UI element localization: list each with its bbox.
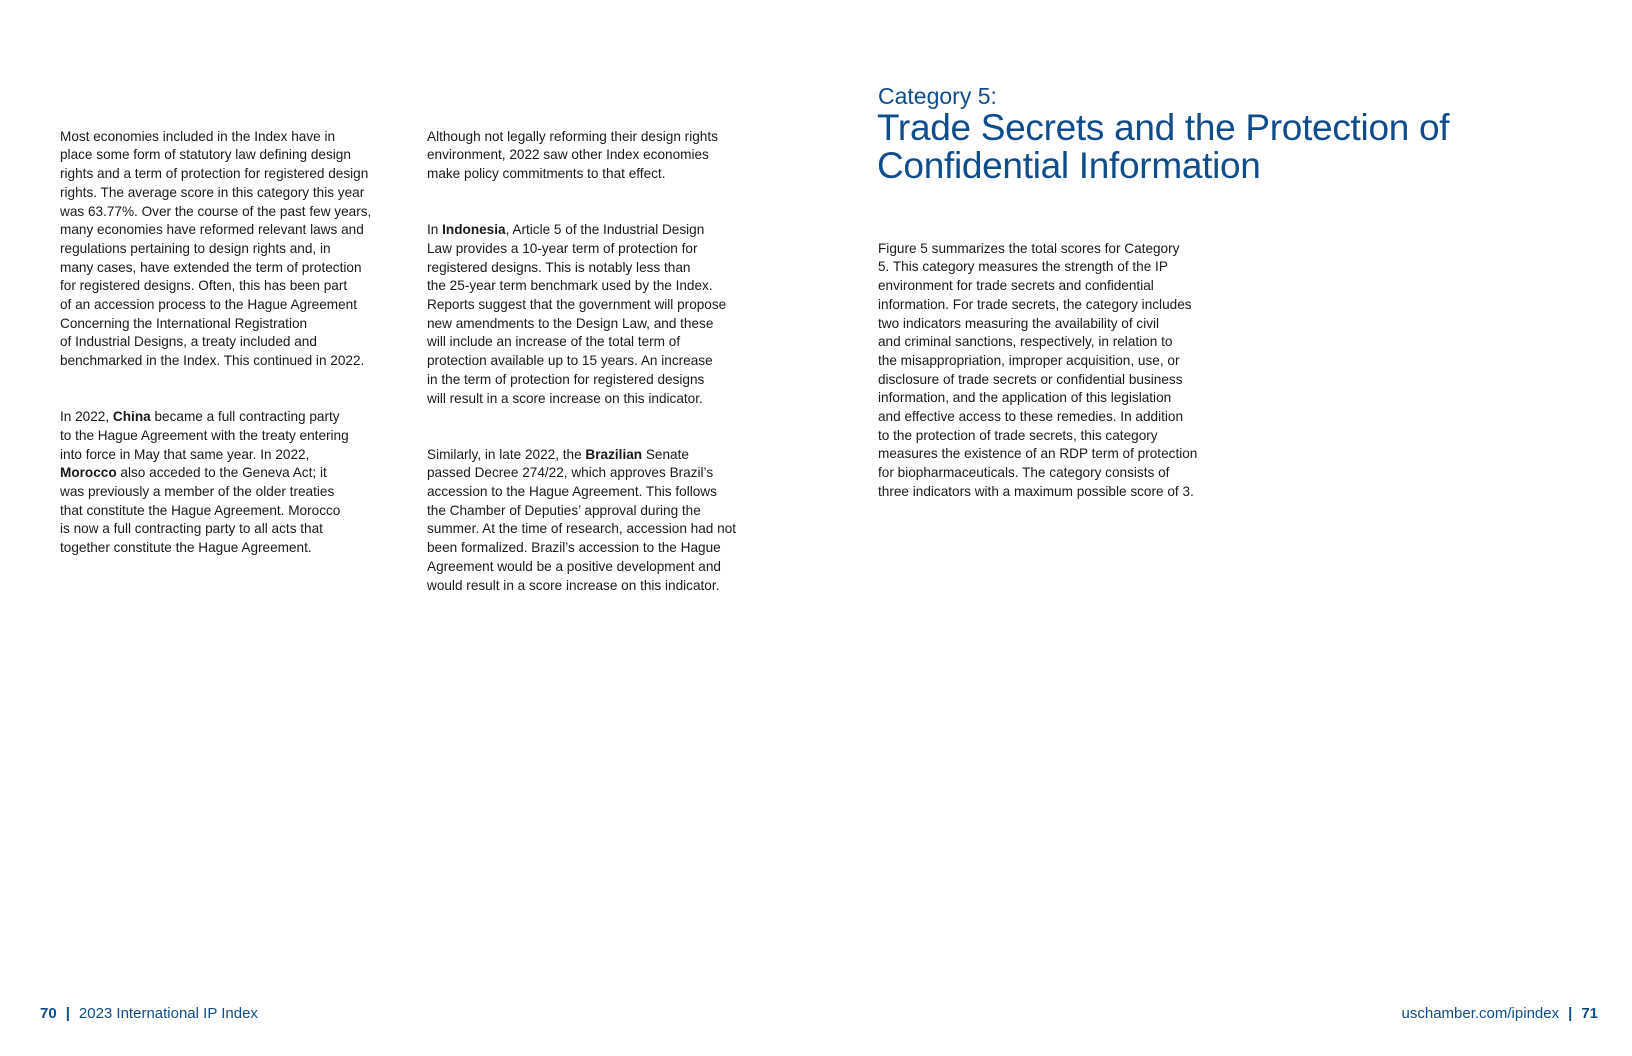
country-morocco: Morocco <box>60 465 117 481</box>
footer-left <box>40 1004 258 1024</box>
website-link[interactable]: uschamber.com/ipindex <box>1401 1005 1560 1022</box>
right-column <box>878 221 1228 539</box>
left-paragraph-2 <box>60 408 400 558</box>
middle-paragraph-3 <box>427 446 767 596</box>
publication-title: 2023 International IP Index <box>78 1005 258 1022</box>
country-brazil: Brazilian <box>585 446 643 462</box>
footer-separator: | <box>65 1005 70 1022</box>
category-label: Category 5: <box>878 83 997 109</box>
text-run: became a full contracting party to the Hague Agreement with the treaty entering into force in May that same year. In 2022, <box>60 409 349 462</box>
category-title: Trade Secrets and the Protection of Confidential Information <box>877 107 1450 186</box>
country-indonesia: Indonesia <box>442 222 506 238</box>
middle-paragraph-2 <box>427 221 767 408</box>
category-body: Figure 5 summarizes the total scores for Category 5. This category measures the strength of the IP environment for trade secrets and confidential information. For trade secrets, the category includes two indicators measuring the availability of civil and criminal sanctions, respectively, in relation to the misappropriation, improper acquisition, use, or disclosure of trade secrets or confidential business information, and the application of this legislation and effective access to these remedies. In addition to the protection of trade secrets, this category measures the existence of an RDP term of protection for biopharmaceuticals. The category consists of three indicators with a maximum possible score of 3. <box>878 240 1198 499</box>
text-run: Similarly, in late 2022, the <box>427 446 586 462</box>
footer-separator: | <box>1568 1005 1573 1022</box>
text-run: In 2022, <box>60 409 113 425</box>
left-column <box>60 109 400 595</box>
text-run: also acceded to the Geneva Act; it was previously a member of the older treaties that constitute the Hague Agreement. Morocco is now a full contracting party to all acts that together constitute the Hague Agreement. <box>60 465 341 556</box>
text-run: In <box>427 222 443 238</box>
page-number-right: 71 <box>1581 1005 1598 1022</box>
text-run: , Article 5 of the Industrial Design Law provides a 10-year term of protection for registered designs. This is notably less than the 25-year term benchmark used by the Index. Reports suggest that the government will propose new amendments to the Design Law, and these will include an increase of the total term of protection available up to 15 years. An increase in the term of protection for registered designs will result in a score increase on this indicator. <box>427 222 727 406</box>
page-number-left: 70 <box>40 1005 57 1022</box>
middle-column <box>427 109 767 633</box>
country-china: China <box>112 409 151 425</box>
middle-paragraph-1: Although not legally reforming their design rights environment, 2022 saw other Index economies make policy commitments to that effect. <box>427 128 718 182</box>
footer-right <box>1402 1004 1598 1024</box>
text-run: Senate passed Decree 274/22, which approves Brazil’s accession to the Hague Agreement. This follows the Chamber of Deputies’ approval during the summer. At the time of research, accession had not been formalized. Brazil’s accession to the Hague Agreement would be a positive development and would result in a score increase on this indicator. <box>427 446 737 593</box>
left-paragraph-1: Most economies included in the Index have in place some form of statutory law defining design rights and a term of protection for registered design rights. The average score in this category this year was 63.77%. Over the course of the past few years, many economies have reformed relevant laws and regulations pertaining to design rights and, in many cases, have extended the term of protection for registered designs. Often, this has been part of an accession process to the Hague Agreement Concerning the International Registration of Industrial Designs, a treaty included and benchmarked in the Index. This continued in 2022. <box>60 128 372 369</box>
